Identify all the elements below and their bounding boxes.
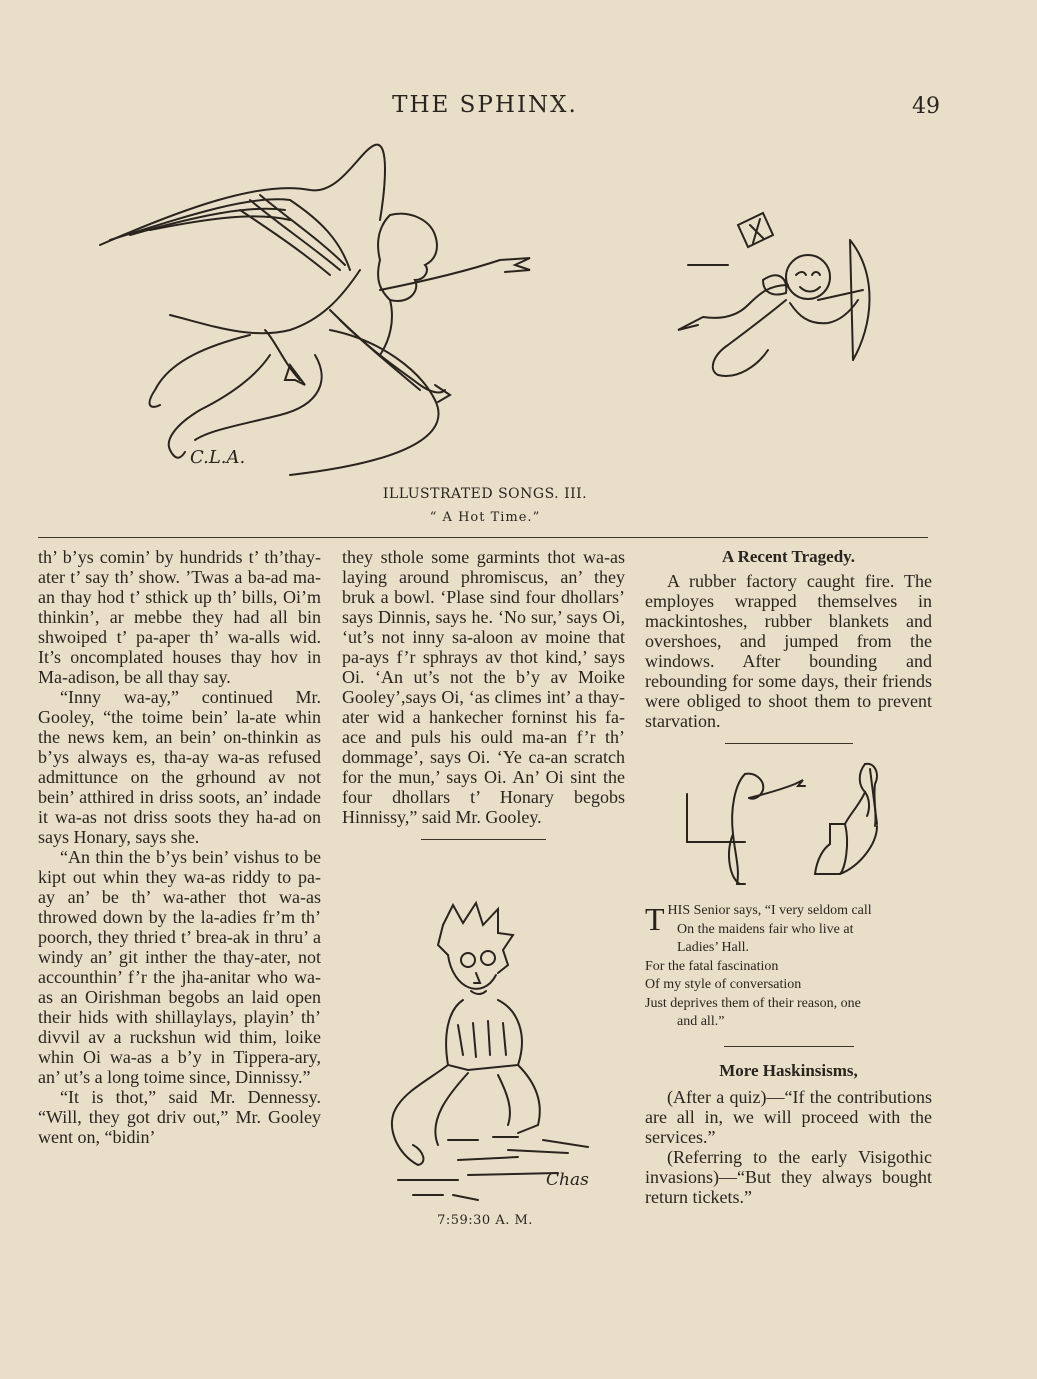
father-time-illustration (90, 140, 550, 480)
section-divider (725, 743, 853, 744)
poem-line: HIS Senior says, “I very seldom call (667, 903, 872, 918)
illustration-caption-title: ILLUSTRATED SONGS. III. (382, 486, 588, 502)
paragraph: “It is thot,” said Mr. Dennessy. “Will, they got driv out,” Mr. Gooley went on, “bidin’ (38, 1087, 321, 1147)
sketch-caption: 7:59:30 A. M. (437, 1213, 533, 1228)
senior-poem (645, 902, 932, 1032)
cupid-illustration (668, 205, 878, 400)
poem-line: For the fatal fascination (645, 958, 779, 974)
top-divider (38, 537, 928, 538)
poem-line: Just deprives them of their reason, one (645, 995, 861, 1011)
paragraph: A rubber factory caught fire. The employes wrapped themselves in mackintoshes, rubber blankets and overshoes, and jumped from the windows. After bounding and rebounding for some days, their friends were obliged to shoot them to prevent starvation. (645, 571, 932, 731)
paragraph: “Inny wa-ay,” continued Mr. Gooley, “the toime bein’ la-ate whin the news kem, an bein’ on-thinkin as b’ys always es, tha-ay wa-as refused admittunce on the grhound av not bein’ atthired in driss soots, an’ indade it wa-as not driss soots they ha-ad on says Honary, says she. (38, 687, 321, 847)
section-divider (724, 1046, 854, 1047)
senior-and-maiden-sketch (645, 754, 932, 894)
illustration-caption-song: “ A Hot Time.” (429, 510, 541, 525)
poem-line: Ladies’ Hall. (677, 940, 750, 955)
section-heading: A Recent Tragedy. (722, 547, 855, 566)
poem-line: and all.” (677, 1014, 725, 1029)
drop-cap: T (645, 901, 665, 937)
column-middle (342, 547, 625, 850)
column-left (38, 547, 321, 1147)
page-number: 49 (912, 94, 940, 119)
section-heading: More Haskinsisms, (719, 1060, 858, 1080)
running-title: THE SPHINX. (392, 92, 578, 118)
paragraph: (Referring to the early Visigothic invasions)—“But they always bought return tickets.” (645, 1146, 932, 1207)
poem-line: Of my style of conversation (645, 977, 802, 992)
sketch-signature: Chas (546, 1170, 589, 1190)
illustration-signature: C.L.A. (190, 447, 246, 468)
student-sketch (368, 895, 598, 1210)
paragraph: they sthole some garmints thot wa-as laying around phromiscus, an’ they bruk a bowl. ‘Plase sind four dhollars’ says Dinnis, says he. ‘No sur,’ says Oi, ‘ut’s not inny sa-aloon av moine that pa-ays f’r sphrays av thot kind,’ says Oi. ‘An ut’s not the b’y av Moike Gooley’,says Oi, ‘as climes int’ a thay-ater wid a hankecher forninst his fa-ace and puls his ould ma-an f’r th’ dommage’, says Oi. ‘Ye ca-an scratch for the mun,’ says Oi. An’ Oi sint the four dhollars t’ Honary begobs Hinnissy,” said Mr. Gooley. (342, 547, 625, 827)
column-right (645, 547, 932, 1207)
paragraph: th’ b’ys comin’ by hundrids t’ th’thay-ater t’ say th’ show. ’Twas a ba-ad ma-an thay hod t’ sthick up th’ bills, Oi’m thinkin’, ar mebbe they had all bin shwoiped t’ pa-aper th’ wa-alls wid. It’s oncomplated houses thay hov in Ma-adison, be all thay say. (38, 547, 321, 687)
section-divider (421, 839, 546, 840)
paragraph: “An thin the b’ys bein’ vishus to be kipt out whin they wa-as riddy to pa-ay an’ be th’ wa-ather thot wa-as throwed down by the la-adies fr’m th’ poorch, they thried t’ brea-ak in thru’ a windy an’ git inther the thay-ater, not accounthin’ f’r the jha-anitar who wa-as an Oirishman begobs an laid open their hids with shillaylays, playin’ th’ divvil av a ruckshun wid thim, loike whin Oi wa-as a b’y in Tippera-ary, an’ ut’s a long toime since, Dinnissy.” (38, 847, 321, 1087)
poem-line: On the maidens fair who live at (677, 921, 854, 937)
paragraph: (After a quiz)—“If the contributions are all in, we will proceed with the services.” (645, 1086, 932, 1147)
